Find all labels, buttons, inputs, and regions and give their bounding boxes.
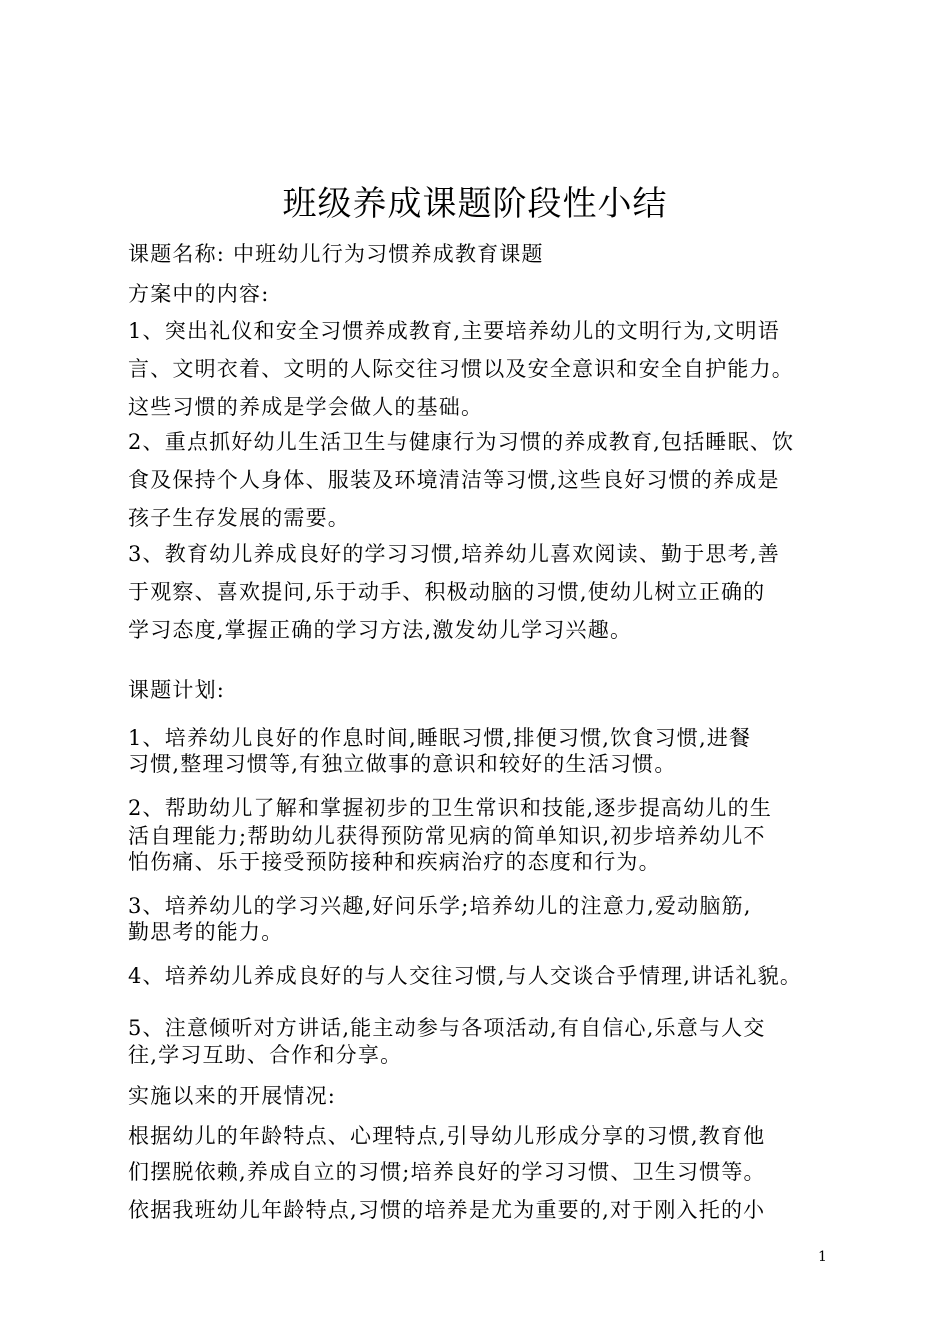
- section-heading-progress: 实施以来的开展情况:: [128, 1084, 337, 1108]
- content-item-2-line-3: 孩子生存发展的需要。: [128, 506, 350, 530]
- plan-item-2-line-1: 2、帮助幼儿了解和掌握初步的卫生常识和技能,逐步提高幼儿的生: [128, 796, 773, 820]
- content-item-3-line-3: 学习态度,掌握正确的学习方法,激发幼儿学习兴趣。: [128, 618, 633, 642]
- plan-item-5-line-1: 5、注意倾听对方讲话,能主动参与各项活动,有自信心,乐意与人交: [128, 1016, 766, 1040]
- plan-item-2-line-3: 怕伤痛、乐于接受预防接种和疾病治疗的态度和行为。: [128, 850, 661, 874]
- project-name-line: 课题名称: 中班幼儿行为习惯养成教育课题: [128, 242, 544, 266]
- content-item-1-line-3: 这些习惯的养成是学会做人的基础。: [128, 395, 484, 419]
- plan-item-3-line-1: 3、培养幼儿的学习兴趣,好问乐学;培养幼儿的注意力,爱动脑筋,: [128, 894, 752, 918]
- document-title: 班级养成课题阶段性小结: [282, 184, 668, 224]
- content-item-2-line-1: 2、重点抓好幼儿生活卫生与健康行为习惯的养成教育,包括睡眠、饮: [128, 430, 795, 454]
- content-item-3-line-2: 于观察、喜欢提问,乐于动手、积极动脑的习惯,使幼儿树立正确的: [128, 580, 766, 604]
- content-item-3-line-1: 3、教育幼儿养成良好的学习习惯,培养幼儿喜欢阅读、勤于思考,善: [128, 542, 780, 566]
- plan-item-5-line-2: 往,学习互助、合作和分享。: [128, 1043, 403, 1067]
- progress-line-1: 根据幼儿的年龄特点、心理特点,引导幼儿形成分享的习惯,教育他: [128, 1124, 766, 1148]
- content-item-1-line-1: 1、突出礼仪和安全习惯养成教育,主要培养幼儿的文明行为,文明语: [128, 319, 780, 343]
- plan-item-1-line-1: 1、培养幼儿良好的作息时间,睡眠习惯,排便习惯,饮食习惯,进餐: [128, 726, 752, 750]
- content-item-2-line-2: 食及保持个人身体、服装及环境清洁等习惯,这些良好习惯的养成是: [128, 468, 780, 492]
- plan-item-4-line-1: 4、培养幼儿养成良好的与人交往习惯,与人交谈合乎情理,讲话礼貌。: [128, 964, 803, 988]
- section-heading-content: 方案中的内容:: [128, 282, 270, 306]
- content-item-1-line-2: 言、文明衣着、文明的人际交往习惯以及安全意识和安全自护能力。: [128, 357, 794, 381]
- plan-item-1-line-2: 习惯,整理习惯等,有独立做事的意识和较好的生活习惯。: [128, 752, 677, 776]
- section-heading-plan: 课题计划:: [128, 678, 226, 702]
- page-number: 1: [818, 1249, 827, 1265]
- plan-item-2-line-2: 活自理能力;帮助幼儿获得预防常见病的简单知识,初步培养幼儿不: [128, 824, 766, 848]
- progress-line-3: 依据我班幼儿年龄特点,习惯的培养是尤为重要的,对于刚入托的小: [128, 1198, 766, 1222]
- plan-item-3-line-2: 勤思考的能力。: [128, 920, 284, 944]
- progress-line-2: 们摆脱依赖,养成自立的习惯;培养良好的学习习惯、卫生习惯等。: [128, 1160, 766, 1184]
